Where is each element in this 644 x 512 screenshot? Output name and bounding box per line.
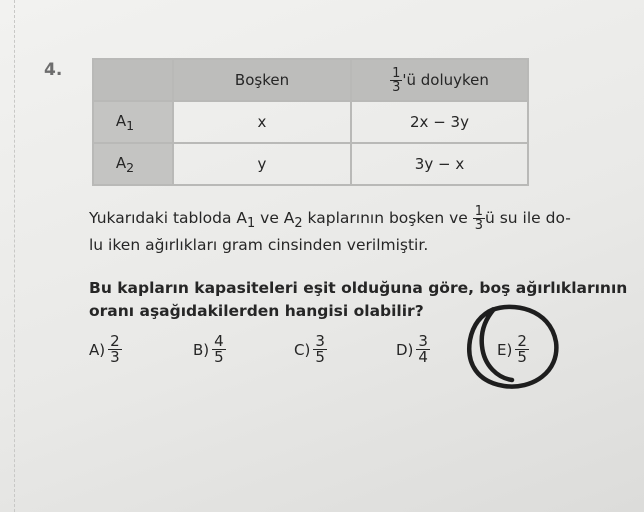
header-empty-cell — [173, 59, 351, 101]
choice-fraction — [416, 334, 430, 365]
paragraph-subscript: 1 — [247, 216, 256, 232]
row-empty-value: y — [173, 143, 351, 185]
choice-b[interactable] — [193, 334, 226, 365]
header-fraction — [390, 67, 402, 94]
choice-fraction-num: 2 — [110, 332, 120, 350]
header-fraction-den: 3 — [392, 79, 401, 95]
choice-c[interactable] — [294, 334, 327, 365]
question-number: 4. — [44, 60, 63, 80]
paragraph-fraction-num: 1 — [474, 204, 483, 219]
paragraph-line-1 — [89, 205, 571, 232]
choice-fraction — [212, 334, 226, 365]
row-label-letter: A — [115, 111, 127, 130]
row-empty-value: x — [173, 101, 351, 143]
choice-letter: B) — [193, 340, 210, 359]
row-label-subscript: 2 — [126, 159, 135, 175]
row-label — [115, 153, 135, 175]
choice-fraction-den: 3 — [110, 348, 120, 366]
choice-letter: A) — [89, 340, 106, 359]
header-corner-cell — [93, 59, 173, 101]
paragraph-line-2: lu iken ağırlıkları gram cinsinden verilmiştir. — [89, 236, 429, 254]
row-label — [115, 111, 135, 133]
choice-fraction-den: 5 — [517, 348, 527, 366]
row-label-cell — [93, 101, 173, 143]
paragraph-text: ve A — [255, 209, 295, 227]
row-partial-value: 3y − x — [351, 143, 528, 185]
row-label-cell — [93, 143, 173, 185]
choice-fraction-num: 3 — [315, 332, 325, 350]
header-empty-label: Boşken — [234, 71, 290, 89]
row-label-subscript: 1 — [126, 117, 135, 133]
table-row — [93, 143, 528, 185]
row-label-letter: A — [115, 153, 127, 172]
table-row — [93, 101, 528, 143]
prompt-line-2: oranı aşağıdakilerden hangisi olabilir? — [89, 302, 424, 320]
paragraph-text: kaplarının boşken ve — [302, 209, 473, 227]
choice-a[interactable] — [89, 334, 122, 365]
paragraph-fraction-den: 3 — [474, 218, 483, 233]
choice-letter: E) — [497, 340, 513, 359]
weights-table — [92, 58, 529, 186]
choice-letter: D) — [396, 340, 414, 359]
choice-fraction — [108, 334, 122, 365]
header-partial-label: 'ü doluyken — [402, 70, 489, 89]
choice-fraction-den: 5 — [214, 348, 224, 366]
choice-d[interactable] — [396, 334, 430, 365]
choice-fraction-num: 4 — [214, 332, 224, 350]
paragraph-subscript: 2 — [294, 216, 303, 232]
prompt-line-1: Bu kapların kapasiteleri eşit olduğuna göre, boş ağırlıklarının — [89, 279, 628, 297]
header-fraction-num: 1 — [392, 65, 401, 81]
choice-fraction-num: 2 — [517, 332, 527, 350]
dashed-margin-line — [14, 0, 15, 512]
hand-drawn-circle-mark — [462, 302, 562, 394]
paragraph-text: ü su ile do- — [484, 209, 571, 227]
paragraph-text: Yukarıdaki tabloda A — [89, 209, 248, 227]
choice-fraction-den: 5 — [315, 348, 325, 366]
choice-fraction — [313, 334, 327, 365]
header-partial-cell — [351, 59, 528, 101]
paragraph-fraction — [473, 205, 485, 232]
row-partial-value: 2x − 3y — [351, 101, 528, 143]
choice-fraction-num: 3 — [418, 332, 428, 350]
choice-letter: C) — [294, 340, 311, 359]
table-header-row — [93, 59, 528, 101]
choice-fraction-den: 4 — [418, 348, 428, 366]
circle-stroke — [469, 307, 556, 387]
